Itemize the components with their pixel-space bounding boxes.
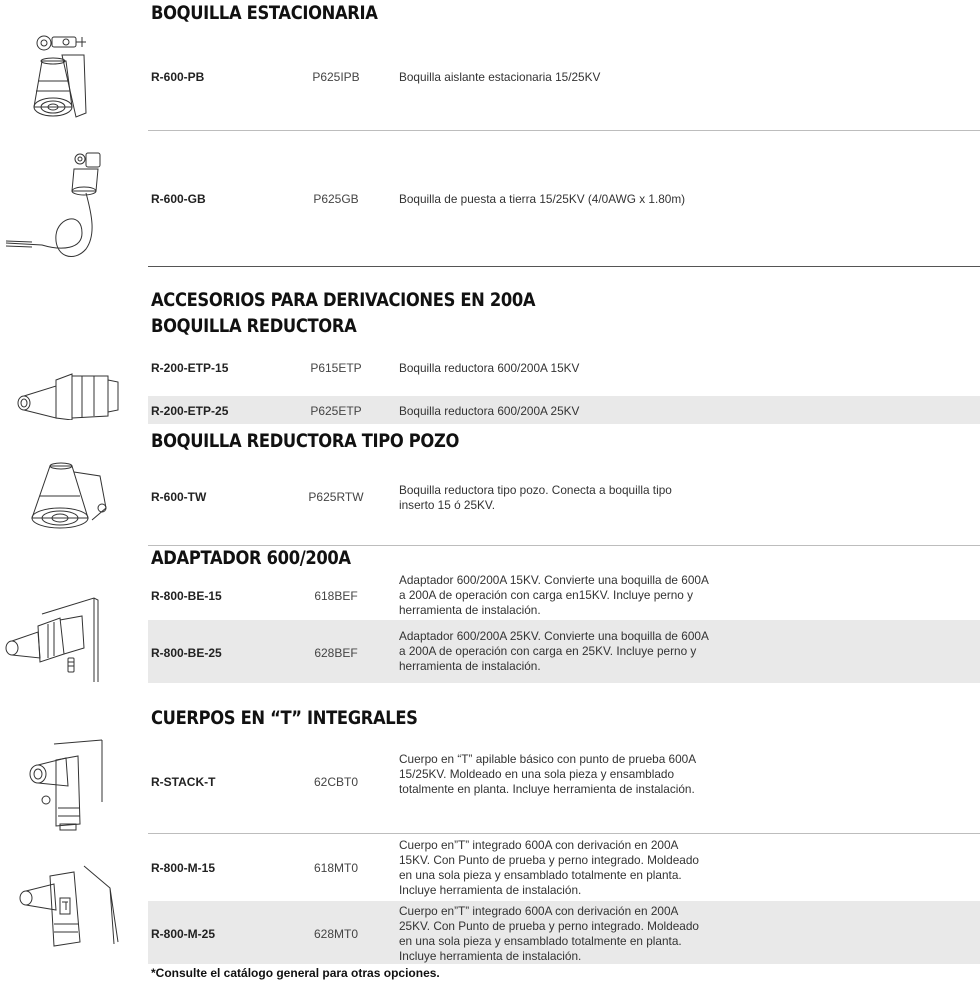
- stationary-bushing-image: [12, 25, 112, 125]
- grounding-bushing-image: [2, 145, 112, 265]
- product-description: Boquilla de puesta a tierra 15/25KV (4/0AWG x 1.80m): [399, 192, 686, 206]
- product-description: Cuerpo en”T” integrado 600A con derivación en 200A 15KV. Con Punto de prueba y perno integrado. Moldeado en una sola pieza y ensamblado totalmente en planta. Incluye herramienta de instalación.: [399, 838, 699, 897]
- product-description: Adaptador 600/200A 15KV. Convierte una boquilla de 600A a 200A de operación con carga en15KV. Incluye perno y herramienta de instalación.: [399, 573, 709, 617]
- section-title-cuerpos-t: CUERPOS EN “T” INTEGRALES: [151, 707, 418, 729]
- product-code: R-STACK-T: [151, 775, 216, 789]
- product-ref: P625IPB: [312, 70, 360, 84]
- section-title-boquilla-reductora: BOQUILLA REDUCTORA: [151, 315, 357, 337]
- section-divider: [148, 266, 980, 267]
- section-title-boquilla-estacionaria: BOQUILLA ESTACIONARIA: [151, 2, 378, 24]
- product-description: Boquilla aislante estacionaria 15/25KV: [399, 70, 601, 84]
- adapter-image: [2, 596, 110, 686]
- product-code: R-600-TW: [151, 490, 207, 504]
- section-title-accesorios: ACCESORIOS PARA DERIVACIONES EN 200A: [151, 289, 536, 311]
- product-ref: 628BEF: [314, 646, 358, 660]
- product-code: R-800-BE-15: [151, 589, 222, 603]
- product-description: Boquilla reductora tipo pozo. Conecta a boquilla tipo inserto 15 ó 25KV.: [399, 483, 672, 512]
- product-ref: P615ETP: [310, 361, 362, 375]
- integrated-t-body-image: [14, 858, 124, 954]
- product-description: Boquilla reductora 600/200A 25KV: [399, 404, 580, 418]
- section-title-adaptador: ADAPTADOR 600/200A: [151, 547, 351, 569]
- row-divider: [148, 130, 980, 131]
- product-code: R-800-M-15: [151, 861, 216, 875]
- product-ref: P625RTW: [308, 490, 364, 504]
- product-ref: 62CBT0: [313, 775, 359, 789]
- product-code: R-200-ETP-15: [151, 361, 229, 375]
- row-divider: [148, 545, 980, 546]
- product-code: R-600-PB: [151, 70, 205, 84]
- product-ref: 618MT0: [313, 861, 359, 875]
- reducing-bushing-image: [12, 360, 122, 420]
- stack-t-body-image: [18, 738, 108, 834]
- row-divider: [148, 833, 980, 834]
- product-ref: 618BEF: [314, 589, 358, 603]
- product-description: Boquilla reductora 600/200A 15KV: [399, 361, 580, 375]
- product-description: Cuerpo en “T” apilable básico con punto de prueba 600A 15/25KV. Moldeado en una sola pieza y ensamblado totalmente en planta. Incluye herramienta de instalación.: [399, 752, 696, 796]
- section-title-reductora-pozo: BOQUILLA REDUCTORA TIPO POZO: [151, 430, 460, 452]
- product-ref: 628MT0: [313, 927, 359, 941]
- product-code: R-600-GB: [151, 192, 206, 206]
- product-description: Adaptador 600/200A 25KV. Convierte una boquilla de 600A a 200A de operación con carga en 25KV. Incluye perno y herramienta de instalación.: [399, 629, 709, 673]
- product-ref: P625ETP: [310, 404, 362, 418]
- well-reducing-bushing-image: [12, 452, 122, 532]
- product-code: R-800-BE-25: [151, 646, 222, 660]
- product-code: R-200-ETP-25: [151, 404, 229, 418]
- product-description: Cuerpo en”T” integrado 600A con derivación en 200A 25KV. Con Punto de prueba y perno integrado. Moldeado en una sola pieza y ensamblado totalmente en planta. Incluye herramienta de instalación.: [399, 904, 699, 963]
- product-ref: P625GB: [313, 192, 359, 206]
- footnote: *Consulte el catálogo general para otras opciones.: [151, 966, 440, 980]
- product-code: R-800-M-25: [151, 927, 216, 941]
